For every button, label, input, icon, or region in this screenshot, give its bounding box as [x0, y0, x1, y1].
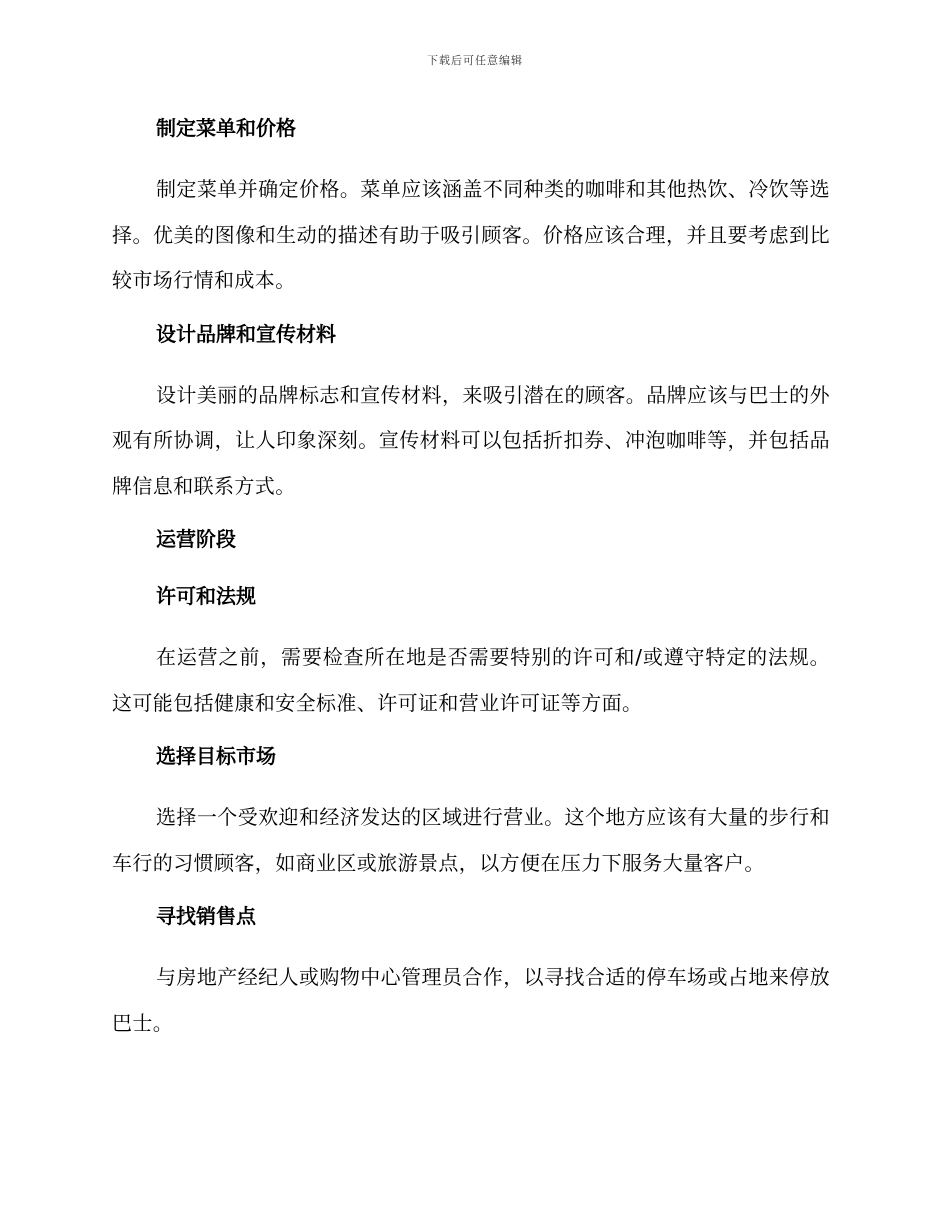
section-body-target-market: 选择一个受欢迎和经济发达的区域进行营业。这个地方应该有大量的步行和车行的习惯顾客，如商业区或旅游景点，以方便在压力下服务大量客户。 — [112, 805, 830, 875]
section-heading-operation-stage: 运营阶段 — [156, 527, 236, 551]
section-heading-menu-pricing: 制定菜单和价格 — [156, 116, 296, 140]
section-heading-permits-regulations: 许可和法规 — [156, 584, 256, 608]
header-note: 下载后可任意编辑 — [427, 54, 523, 67]
section-body-menu-pricing: 制定菜单并确定价格。菜单应该涵盖不同种类的咖啡和其他热饮、冷饮等选择。优美的图像和生动的描述有助于吸引顾客。价格应该合理，并且要考虑到比较市场行情和成本。 — [112, 177, 830, 292]
section-heading-sales-point: 寻找销售点 — [156, 904, 256, 928]
section-body-brand-design: 设计美丽的品牌标志和宣传材料，来吸引潜在的顾客。品牌应该与巴士的外观有所协调，让人印象深刻。宣传材料可以包括折扣券、冲泡咖啡等，并包括品牌信息和联系方式。 — [112, 382, 830, 498]
document-body — [112, 110, 830, 1058]
section-body-permits-regulations: 在运营之前，需要检查所在地是否需要特别的许可和/或遵守特定的法规。这可能包括健康和安全标准、许可证和营业许可证等方面。 — [112, 645, 830, 715]
section-heading-brand-design: 设计品牌和宣传材料 — [156, 321, 336, 346]
section-heading-target-market: 选择目标市场 — [156, 744, 276, 768]
section-body-sales-point: 与房地产经纪人或购物中心管理员合作，以寻找合适的停车场或占地来停放巴士。 — [112, 965, 830, 1035]
